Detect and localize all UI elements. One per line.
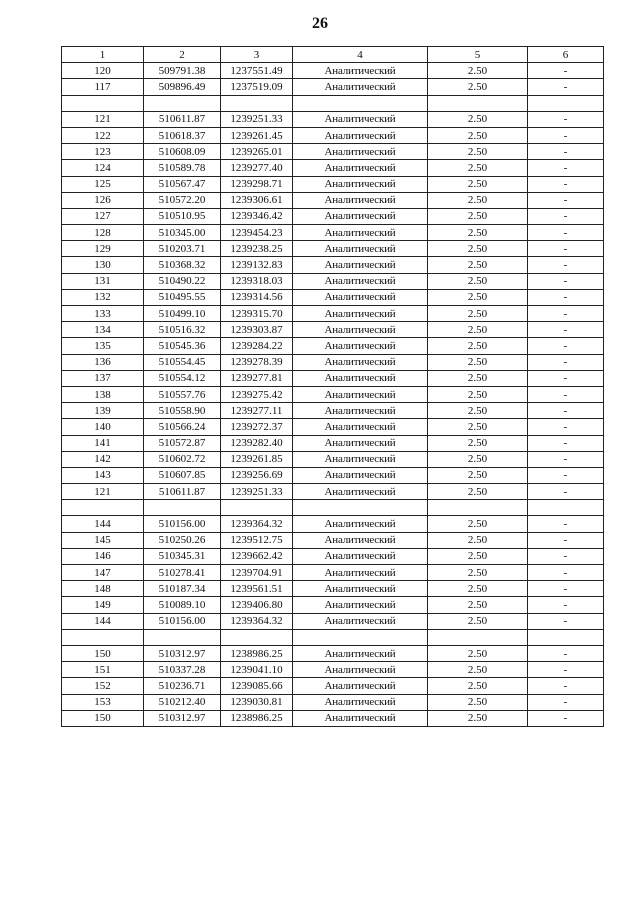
cell-note: - [528,63,604,79]
cell-x-coordinate: 510495.55 [144,289,221,305]
cell-accuracy: 2.50 [428,208,528,224]
cell-point-number: 144 [62,613,144,629]
cell-method: Аналитический [293,597,428,613]
cell-note: - [528,354,604,370]
header-col-1: 1 [62,47,144,63]
cell-method: Аналитический [293,548,428,564]
header-col-5: 5 [428,47,528,63]
table-row [62,532,604,548]
cell-accuracy: 2.50 [428,532,528,548]
cell-y-coordinate: 1239364.32 [221,516,293,532]
cell-method: Аналитический [293,645,428,661]
cell-method: Аналитический [293,208,428,224]
cell-point-number [62,500,144,516]
cell-method: Аналитический [293,176,428,192]
cell-y-coordinate: 1239261.45 [221,127,293,143]
cell-y-coordinate: 1239251.33 [221,111,293,127]
cell-point-number: 144 [62,516,144,532]
table-row [62,257,604,273]
cell-accuracy: 2.50 [428,225,528,241]
cell-x-coordinate [144,629,221,645]
table-header [62,47,604,63]
cell-point-number: 128 [62,225,144,241]
cell-note: - [528,662,604,678]
cell-accuracy: 2.50 [428,370,528,386]
cell-note: - [528,403,604,419]
cell-point-number: 149 [62,597,144,613]
cell-x-coordinate: 510558.90 [144,403,221,419]
cell-method: Аналитический [293,403,428,419]
table-row [62,289,604,305]
cell-y-coordinate: 1239662.42 [221,548,293,564]
cell-accuracy: 2.50 [428,451,528,467]
table-row [62,63,604,79]
cell-point-number: 124 [62,160,144,176]
cell-accuracy: 2.50 [428,79,528,95]
cell-method: Аналитический [293,678,428,694]
cell-note: - [528,435,604,451]
cell-note: - [528,532,604,548]
cell-method: Аналитический [293,613,428,629]
cell-y-coordinate: 1239030.81 [221,694,293,710]
cell-y-coordinate: 1239272.37 [221,419,293,435]
cell-x-coordinate: 510312.97 [144,710,221,726]
cell-note [528,95,604,111]
table-row [62,710,604,726]
cell-note: - [528,597,604,613]
cell-x-coordinate: 510608.09 [144,144,221,160]
cell-point-number: 146 [62,548,144,564]
cell-y-coordinate [221,95,293,111]
cell-point-number: 129 [62,241,144,257]
cell-accuracy: 2.50 [428,386,528,402]
cell-note: - [528,111,604,127]
cell-point-number: 132 [62,289,144,305]
cell-method: Аналитический [293,435,428,451]
cell-point-number: 120 [62,63,144,79]
table-row [62,694,604,710]
cell-note: - [528,160,604,176]
cell-y-coordinate [221,500,293,516]
cell-accuracy: 2.50 [428,565,528,581]
cell-x-coordinate: 510089.10 [144,597,221,613]
cell-y-coordinate: 1239238.25 [221,241,293,257]
cell-x-coordinate: 510278.41 [144,565,221,581]
cell-note: - [528,484,604,500]
cell-accuracy [428,500,528,516]
cell-accuracy [428,95,528,111]
cell-accuracy: 2.50 [428,516,528,532]
cell-x-coordinate: 510236.71 [144,678,221,694]
cell-accuracy: 2.50 [428,354,528,370]
cell-note: - [528,192,604,208]
cell-note: - [528,241,604,257]
cell-x-coordinate: 510611.87 [144,484,221,500]
cell-accuracy: 2.50 [428,645,528,661]
cell-point-number: 147 [62,565,144,581]
table-row [62,565,604,581]
cell-point-number: 152 [62,678,144,694]
cell-point-number: 143 [62,467,144,483]
cell-note: - [528,565,604,581]
cell-method: Аналитический [293,192,428,208]
cell-x-coordinate: 510545.36 [144,338,221,354]
cell-accuracy: 2.50 [428,338,528,354]
cell-accuracy: 2.50 [428,662,528,678]
table-row [62,354,604,370]
cell-method: Аналитический [293,225,428,241]
cell-accuracy: 2.50 [428,257,528,273]
cell-y-coordinate: 1239704.91 [221,565,293,581]
cell-point-number: 136 [62,354,144,370]
cell-x-coordinate: 510250.26 [144,532,221,548]
cell-note: - [528,370,604,386]
header-col-3: 3 [221,47,293,63]
cell-note: - [528,581,604,597]
table-row [62,176,604,192]
cell-accuracy: 2.50 [428,678,528,694]
cell-x-coordinate: 510212.40 [144,694,221,710]
cell-accuracy: 2.50 [428,710,528,726]
cell-method: Аналитический [293,516,428,532]
table-row [62,435,604,451]
cell-accuracy: 2.50 [428,322,528,338]
cell-y-coordinate [221,629,293,645]
cell-x-coordinate: 510345.31 [144,548,221,564]
cell-method: Аналитический [293,273,428,289]
table-row [62,386,604,402]
cell-point-number: 153 [62,694,144,710]
cell-y-coordinate: 1239041.10 [221,662,293,678]
table-row [62,208,604,224]
cell-accuracy: 2.50 [428,241,528,257]
coordinates-table [61,46,604,727]
cell-x-coordinate: 510312.97 [144,645,221,661]
cell-accuracy: 2.50 [428,484,528,500]
cell-accuracy: 2.50 [428,435,528,451]
cell-accuracy [428,629,528,645]
cell-note: - [528,225,604,241]
cell-accuracy: 2.50 [428,289,528,305]
cell-x-coordinate: 510156.00 [144,516,221,532]
cell-y-coordinate: 1239132.83 [221,257,293,273]
cell-y-coordinate: 1239364.32 [221,613,293,629]
cell-accuracy: 2.50 [428,306,528,322]
cell-point-number: 145 [62,532,144,548]
cell-y-coordinate: 1239306.61 [221,192,293,208]
cell-y-coordinate: 1239085.66 [221,678,293,694]
cell-note: - [528,419,604,435]
cell-y-coordinate: 1237519.09 [221,79,293,95]
cell-y-coordinate: 1239275.42 [221,386,293,402]
cell-note: - [528,322,604,338]
cell-method: Аналитический [293,662,428,678]
table-row [62,160,604,176]
cell-note: - [528,176,604,192]
cell-accuracy: 2.50 [428,581,528,597]
cell-point-number: 123 [62,144,144,160]
cell-method: Аналитический [293,451,428,467]
cell-x-coordinate: 510345.00 [144,225,221,241]
cell-y-coordinate: 1239406.80 [221,597,293,613]
cell-method: Аналитический [293,354,428,370]
cell-x-coordinate: 510554.12 [144,370,221,386]
table-row [62,273,604,289]
cell-point-number: 150 [62,710,144,726]
cell-accuracy: 2.50 [428,548,528,564]
cell-method: Аналитический [293,419,428,435]
cell-note: - [528,386,604,402]
header-row [62,47,604,63]
cell-accuracy: 2.50 [428,192,528,208]
cell-x-coordinate: 510499.10 [144,306,221,322]
table-row [62,500,604,516]
cell-y-coordinate: 1238986.25 [221,710,293,726]
cell-x-coordinate: 510602.72 [144,451,221,467]
cell-x-coordinate: 510337.28 [144,662,221,678]
table-row [62,467,604,483]
cell-point-number: 150 [62,645,144,661]
table-row [62,306,604,322]
cell-x-coordinate: 510557.76 [144,386,221,402]
cell-method: Аналитический [293,63,428,79]
cell-note: - [528,257,604,273]
cell-accuracy: 2.50 [428,419,528,435]
cell-y-coordinate: 1239298.71 [221,176,293,192]
header-col-4: 4 [293,47,428,63]
cell-note: - [528,678,604,694]
cell-point-number: 135 [62,338,144,354]
cell-x-coordinate: 510554.45 [144,354,221,370]
page-number: 26 [312,15,328,32]
cell-method: Аналитический [293,306,428,322]
cell-y-coordinate: 1239256.69 [221,467,293,483]
cell-x-coordinate: 510510.95 [144,208,221,224]
cell-y-coordinate: 1239314.56 [221,289,293,305]
cell-method: Аналитический [293,338,428,354]
cell-point-number: 151 [62,662,144,678]
cell-y-coordinate: 1239346.42 [221,208,293,224]
table-row [62,225,604,241]
table-row [62,111,604,127]
cell-point-number: 121 [62,484,144,500]
cell-note: - [528,144,604,160]
cell-x-coordinate: 510572.20 [144,192,221,208]
cell-y-coordinate: 1239277.40 [221,160,293,176]
table-row [62,192,604,208]
cell-note: - [528,338,604,354]
cell-y-coordinate: 1239282.40 [221,435,293,451]
cell-x-coordinate: 510490.22 [144,273,221,289]
table-row [62,95,604,111]
cell-note: - [528,306,604,322]
cell-method [293,95,428,111]
cell-method: Аналитический [293,127,428,143]
cell-x-coordinate: 510607.85 [144,467,221,483]
cell-x-coordinate [144,500,221,516]
table-row [62,419,604,435]
cell-note: - [528,645,604,661]
cell-method: Аналитический [293,289,428,305]
cell-accuracy: 2.50 [428,613,528,629]
cell-x-coordinate: 510203.71 [144,241,221,257]
cell-x-coordinate: 510187.34 [144,581,221,597]
cell-method: Аналитический [293,467,428,483]
cell-accuracy: 2.50 [428,273,528,289]
cell-point-number: 131 [62,273,144,289]
cell-note: - [528,289,604,305]
cell-note: - [528,467,604,483]
cell-point-number: 125 [62,176,144,192]
table-row [62,548,604,564]
cell-point-number: 140 [62,419,144,435]
cell-x-coordinate: 510516.32 [144,322,221,338]
cell-method: Аналитический [293,160,428,176]
cell-note: - [528,79,604,95]
cell-point-number [62,95,144,111]
table-row [62,79,604,95]
cell-y-coordinate: 1239284.22 [221,338,293,354]
cell-point-number: 138 [62,386,144,402]
cell-point-number [62,629,144,645]
table-row [62,370,604,386]
table-body [62,63,604,727]
table-row [62,597,604,613]
table-row [62,629,604,645]
table-row [62,516,604,532]
cell-accuracy: 2.50 [428,403,528,419]
cell-method: Аналитический [293,581,428,597]
cell-note: - [528,208,604,224]
table-row [62,403,604,419]
cell-x-coordinate: 510572.87 [144,435,221,451]
cell-method: Аналитический [293,532,428,548]
cell-y-coordinate: 1239315.70 [221,306,293,322]
cell-point-number: 133 [62,306,144,322]
cell-y-coordinate: 1239278.39 [221,354,293,370]
cell-accuracy: 2.50 [428,176,528,192]
table-row [62,678,604,694]
table-row [62,613,604,629]
cell-accuracy: 2.50 [428,160,528,176]
cell-note: - [528,273,604,289]
cell-method: Аналитический [293,241,428,257]
cell-method: Аналитический [293,565,428,581]
cell-x-coordinate: 510566.24 [144,419,221,435]
cell-point-number: 126 [62,192,144,208]
cell-note: - [528,694,604,710]
table-row [62,645,604,661]
cell-x-coordinate: 509791.38 [144,63,221,79]
table-row [62,144,604,160]
cell-method: Аналитический [293,370,428,386]
cell-point-number: 122 [62,127,144,143]
table-row [62,322,604,338]
table-row [62,241,604,257]
cell-method: Аналитический [293,710,428,726]
cell-y-coordinate: 1239318.03 [221,273,293,289]
cell-point-number: 127 [62,208,144,224]
table-row [62,127,604,143]
cell-point-number: 142 [62,451,144,467]
cell-x-coordinate: 509896.49 [144,79,221,95]
header-col-6: 6 [528,47,604,63]
table-row [62,484,604,500]
cell-accuracy: 2.50 [428,144,528,160]
cell-accuracy: 2.50 [428,467,528,483]
cell-method: Аналитический [293,386,428,402]
cell-accuracy: 2.50 [428,597,528,613]
cell-method: Аналитический [293,79,428,95]
cell-y-coordinate: 1238986.25 [221,645,293,661]
cell-x-coordinate: 510611.87 [144,111,221,127]
cell-y-coordinate: 1239277.11 [221,403,293,419]
cell-note: - [528,613,604,629]
cell-accuracy: 2.50 [428,694,528,710]
cell-point-number: 137 [62,370,144,386]
cell-x-coordinate: 510368.32 [144,257,221,273]
table-row [62,338,604,354]
cell-x-coordinate [144,95,221,111]
cell-y-coordinate: 1239251.33 [221,484,293,500]
cell-point-number: 134 [62,322,144,338]
cell-note: - [528,516,604,532]
cell-y-coordinate: 1239277.81 [221,370,293,386]
table-row [62,581,604,597]
cell-x-coordinate: 510589.78 [144,160,221,176]
header-col-2: 2 [144,47,221,63]
cell-y-coordinate: 1239454.23 [221,225,293,241]
cell-point-number: 130 [62,257,144,273]
cell-method: Аналитический [293,694,428,710]
cell-y-coordinate: 1239303.87 [221,322,293,338]
cell-method: Аналитический [293,484,428,500]
cell-note: - [528,451,604,467]
cell-y-coordinate: 1239261.85 [221,451,293,467]
cell-method: Аналитический [293,111,428,127]
cell-point-number: 148 [62,581,144,597]
cell-point-number: 117 [62,79,144,95]
cell-accuracy: 2.50 [428,63,528,79]
cell-note: - [528,548,604,564]
cell-accuracy: 2.50 [428,111,528,127]
cell-point-number: 139 [62,403,144,419]
cell-method: Аналитический [293,257,428,273]
cell-y-coordinate: 1239265.01 [221,144,293,160]
cell-accuracy: 2.50 [428,127,528,143]
cell-method [293,629,428,645]
cell-note: - [528,710,604,726]
cell-method: Аналитический [293,144,428,160]
cell-note [528,629,604,645]
cell-x-coordinate: 510618.37 [144,127,221,143]
table-row [62,662,604,678]
cell-x-coordinate: 510567.47 [144,176,221,192]
cell-method [293,500,428,516]
cell-method: Аналитический [293,322,428,338]
cell-y-coordinate: 1237551.49 [221,63,293,79]
cell-y-coordinate: 1239512.75 [221,532,293,548]
cell-x-coordinate: 510156.00 [144,613,221,629]
cell-point-number: 121 [62,111,144,127]
table-row [62,451,604,467]
cell-y-coordinate: 1239561.51 [221,581,293,597]
cell-note [528,500,604,516]
cell-point-number: 141 [62,435,144,451]
cell-note: - [528,127,604,143]
